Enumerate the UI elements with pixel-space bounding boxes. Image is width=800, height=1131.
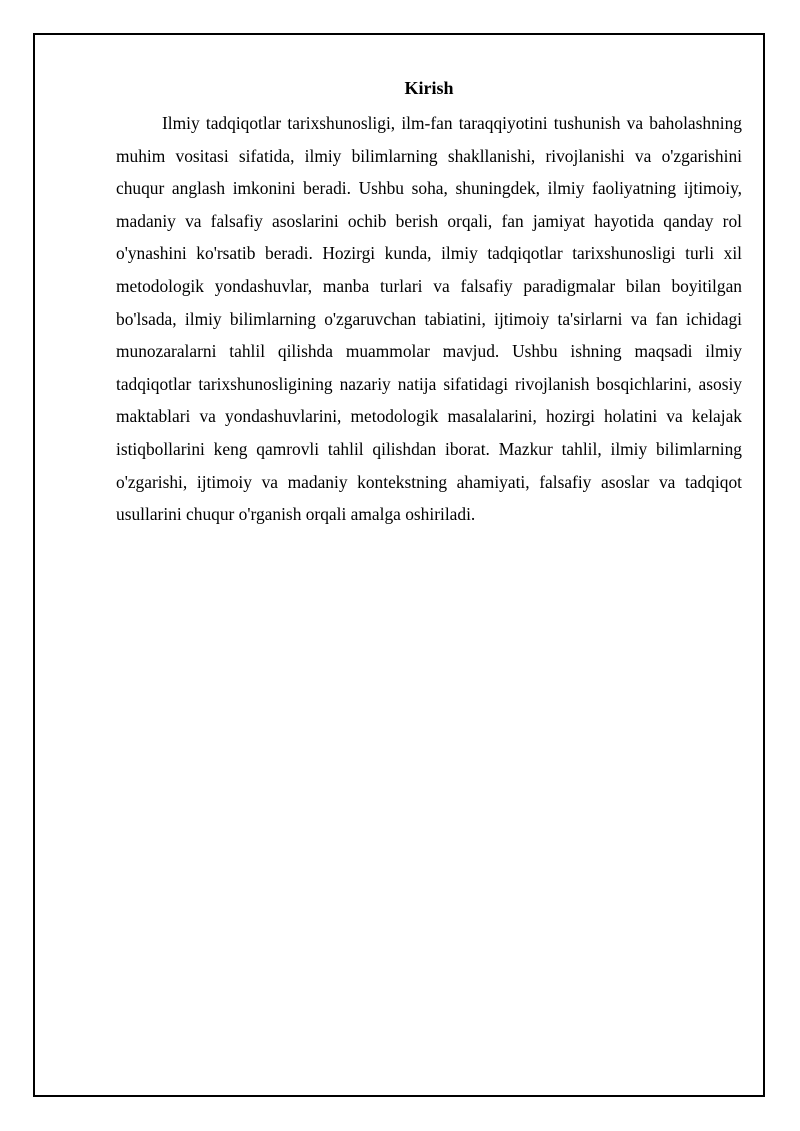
- section-title: Kirish: [404, 78, 454, 98]
- body-paragraph: Ilmiy tadqiqotlar tarixshunosligi, ilm-fan taraqqiyotini tushunish va baholashning muhim vositasi sifatida, ilmiy bilimlarning shakllanishi, rivojlanishi va o'zgarishini chuqur anglash imkonini beradi. Ushbu soha, shuningdek, ilmiy faoliyatning ijtimoiy, madaniy va falsafiy asoslarini ochib berish orqali, fan jamiyat hayotida qanday rol o'ynashini ko'rsatib beradi. Hozirgi kunda, ilmiy tadqiqotlar tarixshunosligi turli xil metodologik yondashuvlar, manba turlari va falsafiy paradigmalar bilan boyitilgan bo'lsada, ilmiy bilimlarning o'zgaruvchan tabiatini, ijtimoiy ta'sirlarni va fan ichidagi munozaralarni tahlil qilishda muammolar mavjud. Ushbu ishning maqsadi ilmiy tadqiqotlar tarixshunosligining nazariy natija sifatidagi rivojlanish bosqichlarini, asosiy maktablari va yondashuvlarini, metodologik masalalarini, hozirgi holatini va kelajak istiqbollarini keng qamrovli tahlil qilishdan iborat. Mazkur tahlil, ilmiy bilimlarning o'zgarishi, ijtimoiy va madaniy kontekstning ahamiyati, falsafiy asoslar va tadqiqot usullarini chuqur o'rganish orqali amalga oshiriladi.: [116, 113, 742, 525]
